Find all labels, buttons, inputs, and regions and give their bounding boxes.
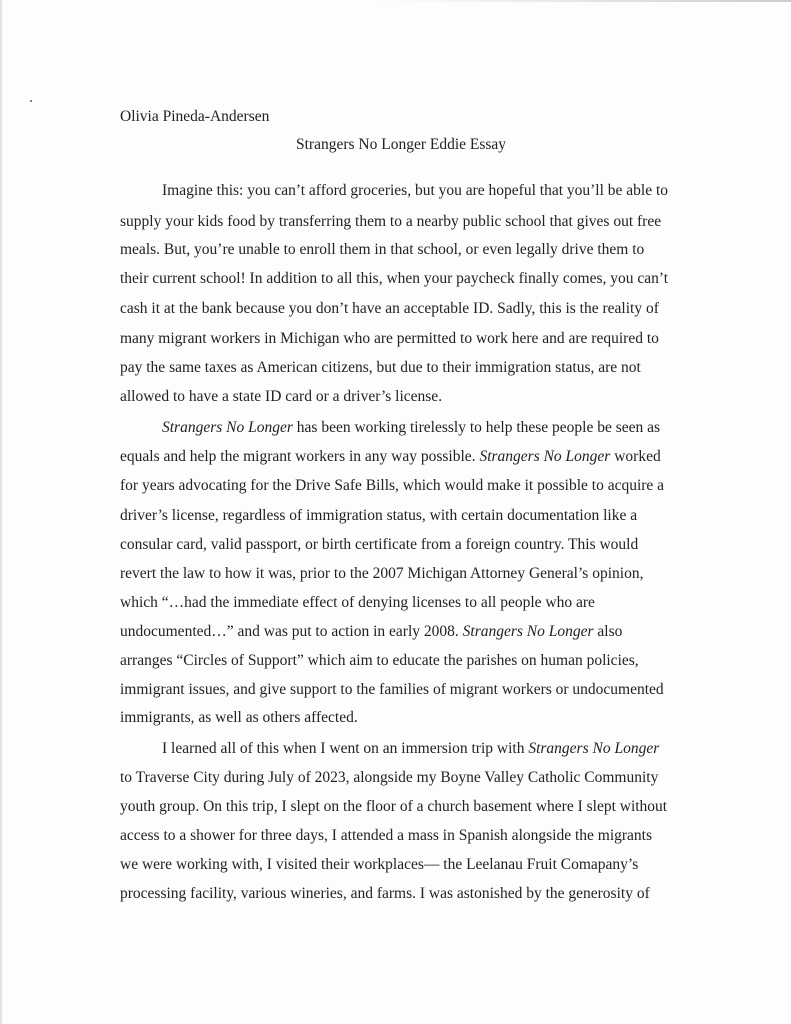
text-line: which “…had the immediate effect of denying licenses to all people who are	[120, 594, 595, 611]
text-line: consular card, valid passport, or birth certificate from a foreign country. This would	[120, 536, 639, 553]
scan-edge-left	[0, 0, 2, 1024]
text-line: immigrants, as well as others affected.	[120, 709, 358, 726]
org-name: Strangers No Longer	[528, 740, 660, 757]
text-line: cash it at the bank because you don’t have an acceptable ID. Sadly, this is the reality of	[120, 300, 659, 317]
text-line: many migrant workers in Michigan who are permitted to work here and are required to	[120, 330, 659, 347]
text-line	[120, 447, 661, 467]
org-name: Strangers No Longer	[479, 448, 611, 465]
text-line: driver’s license, regardless of immigration status, with certain documentation like a	[120, 507, 638, 524]
text-line: revert the law to how it was, prior to the 2007 Michigan Attorney General’s opinion,	[120, 565, 644, 582]
org-name: Strangers No Longer	[462, 623, 594, 640]
text-line	[162, 418, 660, 438]
essay-title: Strangers No Longer Eddie Essay	[296, 136, 507, 153]
text-segment: has been working tirelessly to help these people be seen as	[292, 419, 661, 436]
text-line: pay the same taxes as American citizens, but due to their immigration status, are not	[120, 359, 641, 376]
author-name: Olivia Pineda-Andersen	[120, 108, 270, 125]
text-line: processing facility, various wineries, and farms. I was astonished by the generosity of	[120, 885, 650, 902]
text-line: Imagine this: you can’t afford groceries, but you are hopeful that you’ll be able to	[162, 182, 669, 199]
text-line: youth group. On this trip, I slept on the floor of a church basement where I slept without	[120, 798, 668, 815]
text-segment: undocumented…” and was put to action in early 2008.	[120, 623, 463, 640]
scan-speck	[30, 100, 32, 102]
org-name: Strangers No Longer	[162, 419, 293, 436]
text-line: allowed to have a state ID card or a driver’s license.	[120, 388, 443, 405]
text-line	[162, 739, 659, 759]
text-segment: also	[593, 623, 623, 640]
text-line: supply your kids food by transferring them to a nearby public school that gives out free	[120, 213, 662, 230]
scan-edge-top	[380, 0, 791, 2]
text-segment: worked	[610, 448, 661, 465]
text-line: arranges “Circles of Support” which aim to educate the parishes on human policies,	[120, 652, 639, 669]
text-line: for years advocating for the Drive Safe Bills, which would make it possible to acquire a	[120, 477, 665, 494]
text-line	[120, 622, 622, 642]
text-line: access to a shower for three days, I attended a mass in Spanish alongside the migrants	[120, 827, 653, 844]
text-line: to Traverse City during July of 2023, alongside my Boyne Valley Catholic Community	[120, 769, 659, 786]
text-line: meals. But, you’re unable to enroll them in that school, or even legally drive them to	[120, 241, 645, 258]
text-line: immigrant issues, and give support to the families of migrant workers or undocumented	[120, 681, 664, 698]
text-line: their current school! In addition to all this, when your paycheck finally comes, you can’t	[120, 270, 669, 287]
text-line: we were working with, I visited their workplaces— the Leelanau Fruit Comapany’s	[120, 856, 639, 873]
text-segment: equals and help the migrant workers in any way possible.	[120, 448, 480, 465]
text-segment: I learned all of this when I went on an immersion trip with	[162, 740, 529, 757]
